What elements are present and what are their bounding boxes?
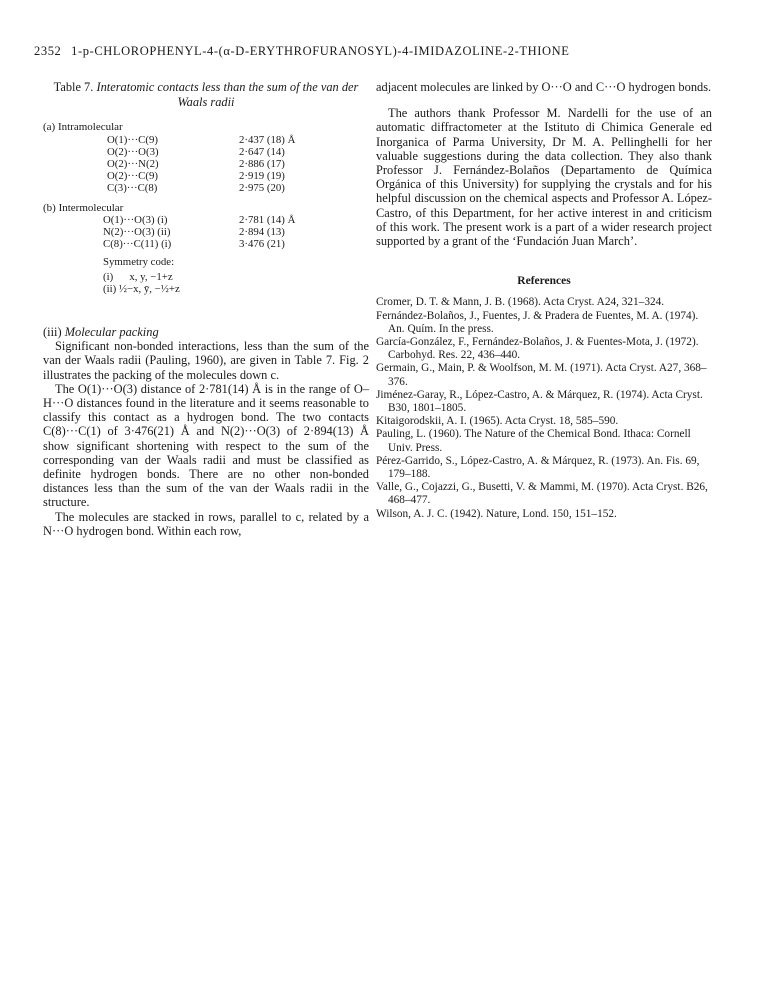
table-cell-distance: 2·975 (20): [239, 181, 285, 194]
acknowledgements-paragraph: The authors thank Professor M. Nardelli for the use of an automatic diffractometer at the Istituto di Chimica Generale ed Inorganica of Parma University, Dr M. A. Pellinghelli for her valuable suggestions during the data collection. They also thank Professor J. Fernández-Bolaños (Departamento de Química Orgánica of this University) for supplying the crystals and for his helpful discussion on the chemical aspects and Professor A. López-Castro, of this Department, for her active interest in and criticism of this work. The present work is a part of a wider research project supported by a grant of the ‘Fundación Juan March’.: [376, 106, 712, 249]
reference-item: Pauling, L. (1960). The Nature of the Chemical Bond. Ithaca: Cornell Univ. Press.: [376, 428, 691, 454]
table-row: [43, 146, 369, 158]
reference-item: Fernández-Bolaños, J., Fuentes, J. & Pradera de Fuentes, M. A. (1974). An. Quím. In the press.: [376, 309, 699, 335]
table-cell-contact: C(3)···C(8): [107, 181, 158, 194]
body-paragraph: The molecules are stacked in rows, parallel to c, related by a N···O hydrogen bond. Within each row,: [43, 509, 369, 538]
table-cell-contact: N(2)···O(3) (ii): [103, 226, 171, 238]
table-intra-heading: (a) Intramolecular: [43, 121, 123, 133]
table-cell-contact: C(8)···C(11) (i): [103, 238, 172, 250]
table-cell-contact: O(1)···O(3) (i): [103, 214, 168, 226]
table-cell-distance: 2·919 (19): [239, 169, 285, 182]
table-row: [43, 134, 369, 146]
table-row: [43, 170, 369, 182]
table-intra-rows: [43, 134, 369, 194]
body-paragraph: The O(1)···O(3) distance of 2·781(14) Å is in the range of O–H···O distances found in the literature and it seems reasonable to classify this contact as a hydrogen bond. The two contacts C(8)···C(1) of 3·476(21) Å and N(2)···O(3) of 2·894(13) Å show significant shortening with respect to the sum of the corresponding van der Waals radii and must be classified as definite hydrogen bonds. There are no other non-bonded distances less than the sum of the van der Waals radii in the structure.: [43, 381, 369, 510]
body-paragraph: Significant non-bonded interactions, less than the sum of the van der Waals radii (Pauling, 1960), are given in Table 7. Fig. 2 illustrates the packing of the molecules down c.: [43, 339, 369, 382]
page-number: 2352: [34, 44, 62, 58]
section-number: (iii): [43, 325, 62, 339]
table-cell-distance: 2·894 (13): [239, 226, 285, 238]
symmetry-i: (i) x, y, −1+z: [103, 271, 173, 283]
table-caption: [43, 80, 369, 109]
table-cell-contact: O(2)···C(9): [107, 169, 158, 182]
table-cell-distance: 2·437 (18) Å: [239, 133, 296, 146]
table-cell-distance: 2·781 (14) Å: [239, 214, 296, 226]
running-title: 1-p-CHLOROPHENYL-4-(α-D-ERYTHROFURANOSYL)-4-IMIDAZOLINE-2-THIONE: [71, 44, 570, 58]
table-inter-heading: (b) Intermolecular: [43, 201, 124, 214]
body-paragraph: adjacent molecules are linked by O···O and C···O hydrogen bonds.: [376, 80, 712, 94]
table-caption-prefix: Table 7.: [53, 80, 94, 94]
symmetry-ii: (ii) ½−x, ȳ, −½+z: [103, 283, 180, 295]
section-title: Molecular packing: [64, 325, 159, 339]
references-list: [376, 296, 712, 520]
table-cell-contact: O(1)···C(9): [107, 133, 158, 146]
table-row: [43, 238, 369, 250]
table-cell-contact: O(2)···O(3): [107, 145, 159, 158]
symmetry-title: Symmetry code:: [103, 256, 175, 268]
reference-item: Cromer, D. T. & Mann, J. B. (1968). Acta Cryst. A24, 321–324.: [376, 296, 665, 309]
reference-item: Kitaigorodskii, A. I. (1965). Acta Cryst. 18, 585–590.: [376, 415, 619, 428]
section-heading: [43, 325, 369, 339]
table-row: [43, 182, 369, 194]
references-heading: References: [517, 275, 571, 288]
table-row: [43, 214, 369, 226]
table-cell-distance: 2·647 (14): [239, 145, 285, 158]
table-cell-distance: 3·476 (21): [239, 238, 285, 250]
reference-item: Pérez-Garrido, S., López-Castro, A. & Márquez, R. (1973). An. Fis. 69, 179–188.: [376, 454, 700, 481]
table-row: [43, 226, 369, 238]
running-header: [34, 44, 754, 59]
reference-item: Germain, G., Main, P. & Woolfson, M. M. (1971). Acta Cryst. A27, 368–376.: [376, 362, 707, 388]
table-caption-text: Interatomic contacts less than the sum of the van der Waals radii: [96, 80, 359, 109]
reference-item: Jiménez-Garay, R., López-Castro, A. & Márquez, R. (1974). Acta Cryst. B30, 1801–1805.: [376, 388, 703, 415]
symmetry-code: [43, 256, 369, 295]
reference-item: García-González, F., Fernández-Bolaños, J. & Fuentes-Mota, J. (1972). Carbohyd. Res. 22, 436–440.: [376, 336, 699, 362]
table-cell-distance: 2·886 (17): [239, 157, 285, 170]
table-row: [43, 158, 369, 170]
reference-item: Valle, G., Cojazzi, G., Busetti, V. & Mammi, M. (1970). Acta Cryst. B26, 468–477.: [376, 481, 708, 507]
left-column: [43, 80, 369, 538]
table-cell-contact: O(2)···N(2): [107, 157, 159, 170]
table-inter-rows: [43, 214, 369, 250]
reference-item: Wilson, A. J. C. (1942). Nature, Lond. 150, 151–152.: [376, 507, 617, 520]
right-column: [376, 80, 712, 521]
